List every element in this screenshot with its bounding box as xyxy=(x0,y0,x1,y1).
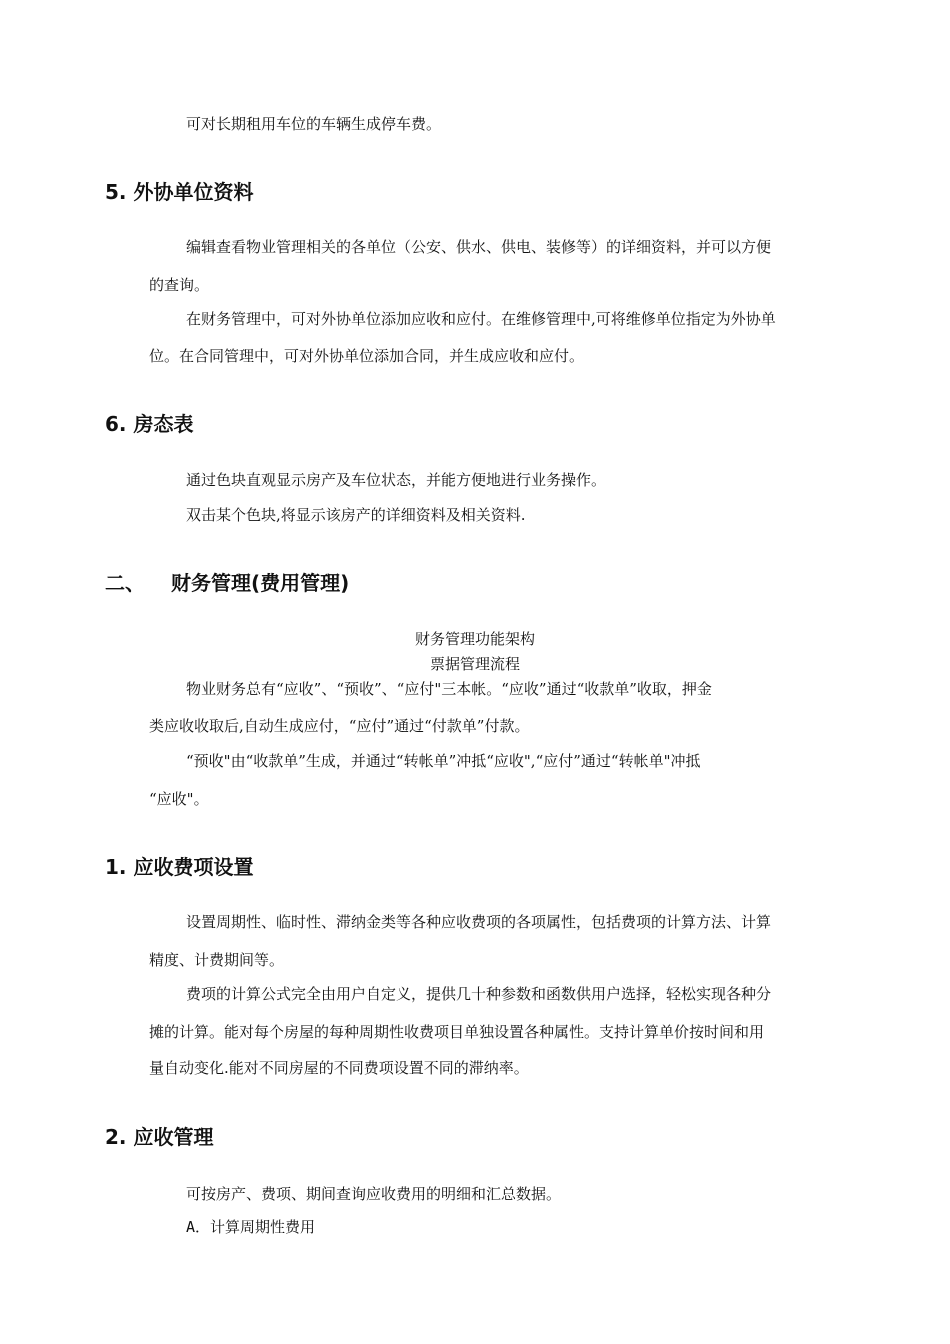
figure-caption: 票据管理流程 xyxy=(429,655,520,673)
paragraph-line: “应收"。 xyxy=(149,790,209,808)
paragraph-line: 可按房产、费项、期间查询应收费用的明细和汇总数据。 xyxy=(186,1185,562,1203)
paragraph-line: 费项的计算公式完全由用户自定义，提供几十种参数和函数供用户选择，轻松实现各种分 xyxy=(186,985,772,1003)
paragraph-line: 的查询。 xyxy=(149,276,210,294)
section-heading-2: 2. 应收管理 xyxy=(105,1125,214,1149)
paragraph-line: 可对长期租用车位的车辆生成停车费。 xyxy=(186,115,442,133)
section-heading-5: 5. 外协单位资料 xyxy=(105,180,254,204)
paragraph-line: 在财务管理中，可对外协单位添加应收和应付。在维修管理中,可将维修单位指定为外协单 xyxy=(186,310,776,328)
list-item: A．计算周期性费用 xyxy=(186,1218,316,1236)
paragraph-line: 设置周期性、临时性、滞纳金类等各种应收费项的各项属性，包括费项的计算方法、计算 xyxy=(186,913,772,931)
paragraph-line: 编辑查看物业管理相关的各单位（公安、供水、供电、装修等）的详细资料，并可以方便 xyxy=(186,238,772,256)
section-heading-6: 6. 房态表 xyxy=(105,412,194,436)
figure-caption: 财务管理功能架构 xyxy=(414,630,535,648)
paragraph-line: 通过色块直观显示房产及车位状态，并能方便地进行业务操作。 xyxy=(186,471,607,489)
chapter-title: 财务管理(费用管理) xyxy=(171,571,350,595)
paragraph-line: “预收"由“收款单”生成，并通过“转帐单”冲抵“应收",“应付”通过“转帐单"冲抵 xyxy=(186,752,701,770)
paragraph-line: 类应收收取后,自动生成应付，“应付”通过“付款单”付款。 xyxy=(149,717,530,735)
paragraph-line: 摊的计算。能对每个房屋的每种周期性收费项目单独设置各种属性。支持计算单价按时间和用 xyxy=(149,1023,765,1041)
paragraph-line: 物业财务总有“应收”、“预收”、“应付"三本帐。“应收”通过“收款单”收取，押金 xyxy=(186,680,712,698)
paragraph-line: 双击某个色块,将显示该房产的详细资料及相关资料. xyxy=(186,506,526,524)
chapter-number: 二、 xyxy=(105,571,145,595)
paragraph-line: 量自动变化.能对不同房屋的不同费项设置不同的滞纳率。 xyxy=(149,1059,529,1077)
section-heading-1: 1. 应收费项设置 xyxy=(105,855,254,879)
paragraph-line: 位。在合同管理中，可对外协单位添加合同，并生成应收和应付。 xyxy=(149,347,585,365)
chapter-heading xyxy=(105,570,349,596)
paragraph-line: 精度、计费期间等。 xyxy=(149,951,285,969)
